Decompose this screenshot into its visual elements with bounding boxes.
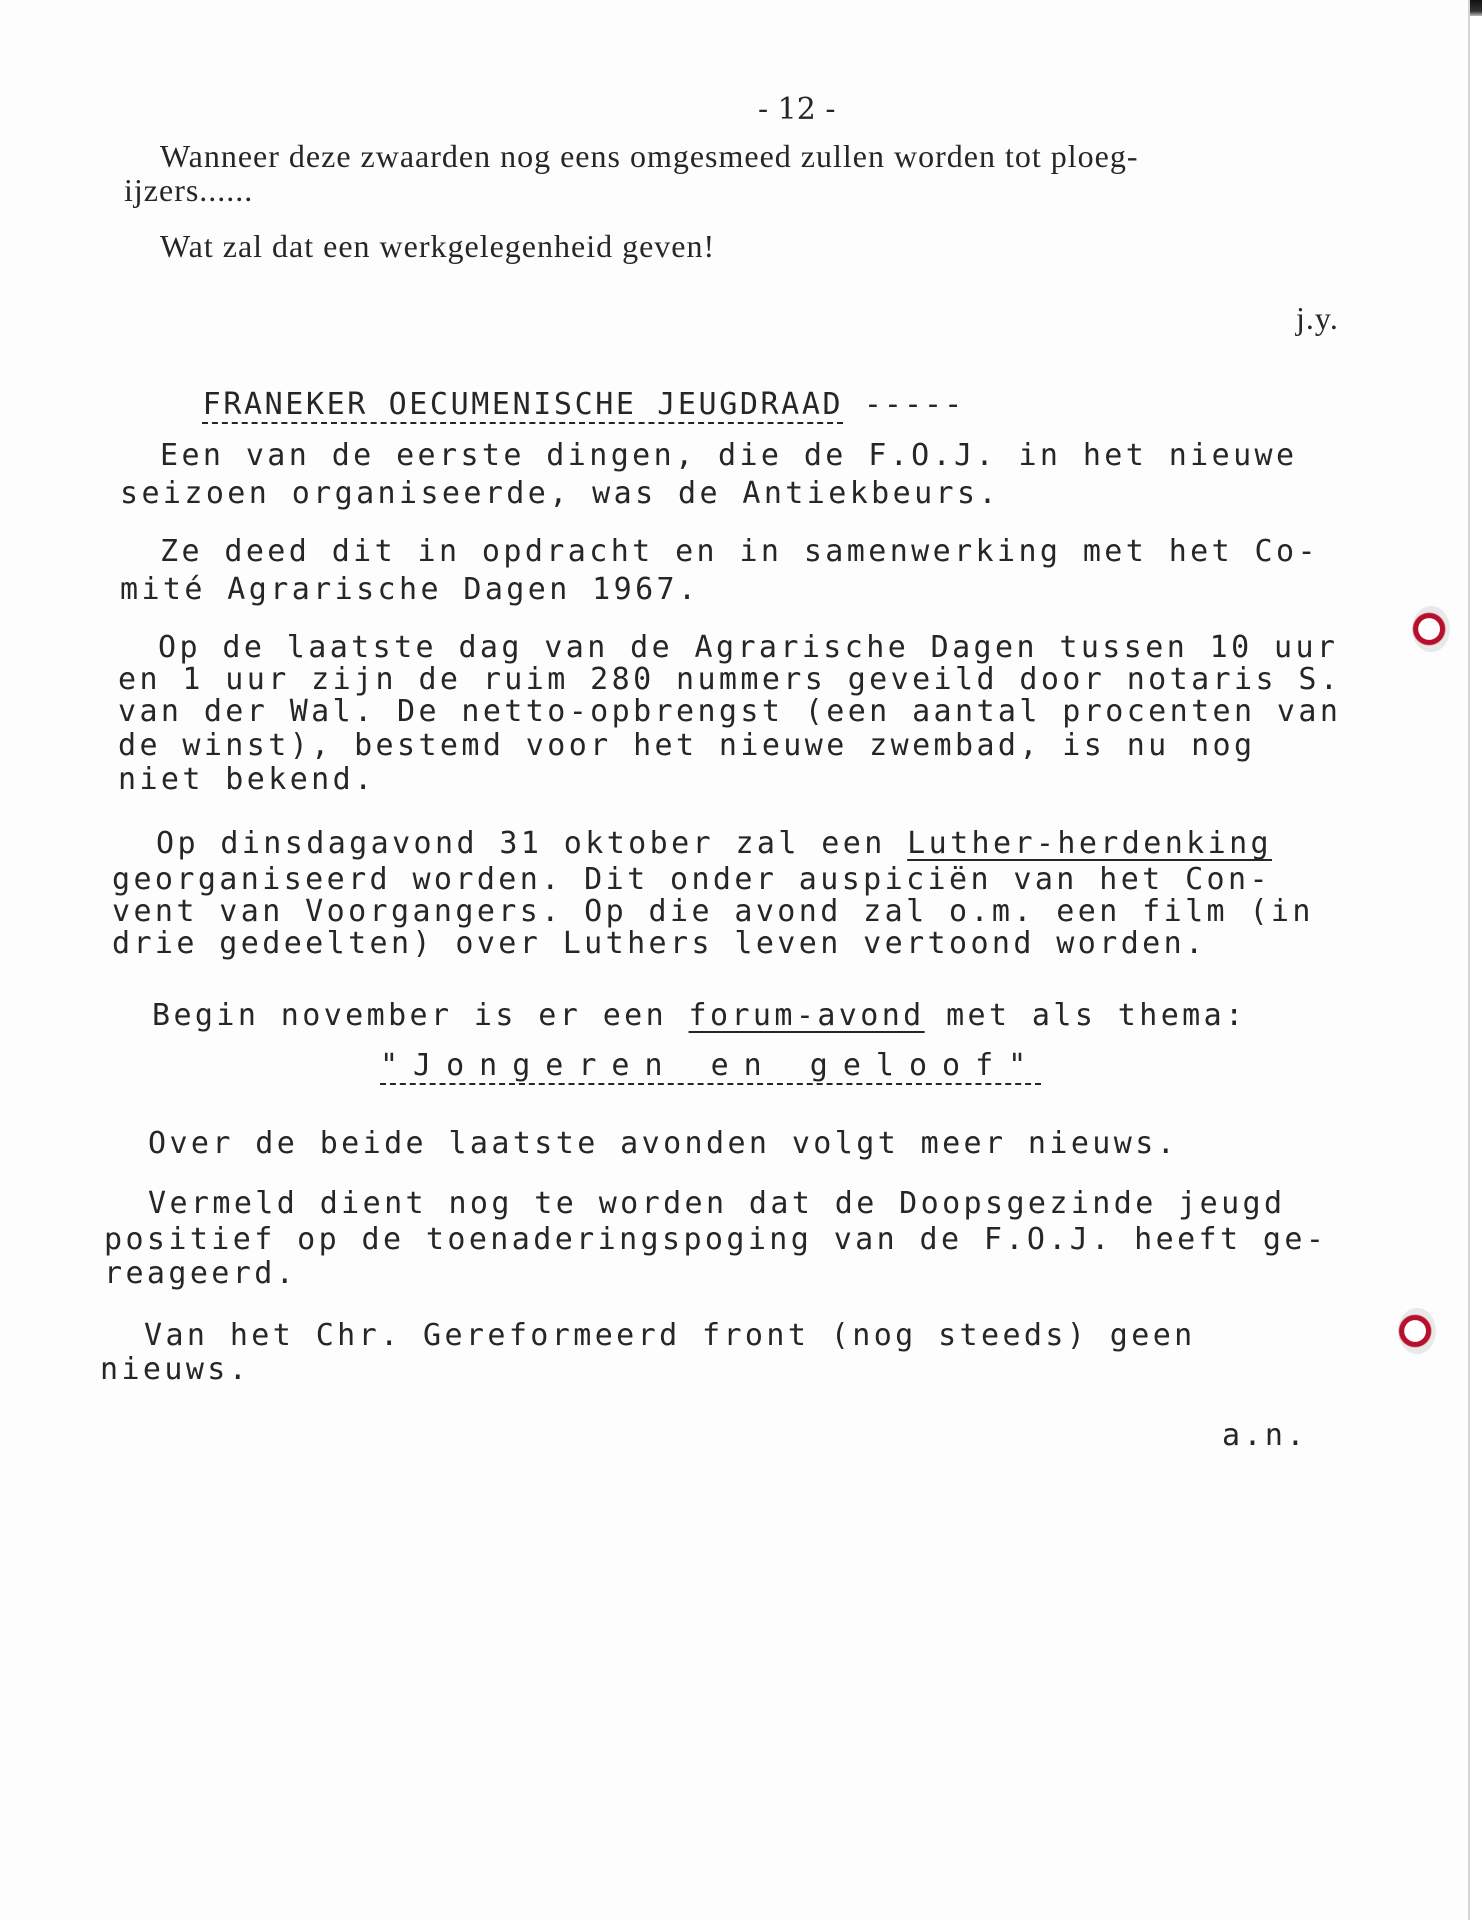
punch-hole-upper	[1412, 606, 1450, 652]
p4-line-3: vent van Voorgangers. Op die avond zal o.m. een film (in	[112, 894, 1314, 929]
p3-line-3: van der Wal. De netto-opbrengst (een aantal procenten van	[118, 694, 1342, 729]
theme-title	[380, 1048, 1041, 1083]
intro-line-2: ijzers......	[124, 172, 254, 208]
p4-line-4: drie gedeelten) over Luthers leven vertoond worden.	[112, 926, 1207, 961]
p3-line-2: en 1 uur zijn de ruim 280 nummers geveild door notaris S.	[118, 662, 1342, 697]
article-signature: a.n.	[1222, 1418, 1308, 1453]
p6-line: Over de beide laatste avonden volgt meer nieuws.	[148, 1126, 1179, 1161]
p4-line-1-text: Op dinsdagavond 31 oktober zal een	[156, 826, 908, 861]
p3-line-5: niet bekend.	[118, 762, 376, 797]
p5-text-post: met als thema:	[924, 998, 1247, 1033]
intro-line-1: Wanneer deze zwaarden nog eens omgesmeed zullen worden tot ploeg-	[160, 138, 1139, 174]
p8-line-1: Van het Chr. Gereformeerd front (nog steeds) geen	[144, 1318, 1196, 1353]
p5-line	[152, 998, 1247, 1033]
p2-line-2: mité Agrarische Dagen 1967.	[120, 572, 700, 607]
p7-line-2: positief op de toenaderingspoging van de F.O.J. heeft ge-	[104, 1222, 1328, 1257]
heading-dashes: -----	[863, 387, 965, 422]
p1-line-2: seizoen organiseerde, was de Antiekbeurs.	[120, 476, 1000, 511]
p8-line-2: nieuws.	[100, 1352, 251, 1387]
p4-line-2: georganiseerd worden. Dit onder auspiciën van het Con-	[112, 862, 1271, 897]
p2-line-1: Ze deed dit in opdracht en in samenwerking met het Co-	[160, 534, 1319, 569]
intro-signature: j.y.	[1296, 300, 1339, 336]
p5-text-pre: Begin november is er een	[152, 998, 689, 1033]
p7-line-3: reageerd.	[104, 1256, 298, 1291]
intro-line-3: Wat zal dat een werkgelegenheid geven!	[160, 228, 716, 264]
p4-line-1	[156, 826, 1272, 861]
p1-line-1: Een van de eerste dingen, die de F.O.J. in het nieuwe	[160, 438, 1298, 473]
page-number: - 12 -	[758, 92, 836, 127]
punch-hole-lower	[1398, 1308, 1436, 1354]
forum-avond-underlined: forum-avond	[688, 998, 925, 1033]
p7-line-1: Vermeld dient nog te worden dat de Doopsgezinde jeugd	[148, 1186, 1286, 1221]
p3-line-1: Op de laatste dag van de Agrarische Dagen tussen 10 uur	[158, 630, 1339, 665]
heading-text: FRANEKER OECUMENISCHE JEUGDRAAD	[202, 387, 844, 422]
p3-line-4: de winst), bestemd voor het nieuwe zwembad, is nu nog	[118, 728, 1256, 763]
luther-herdenking-underlined: Luther-herdenking	[907, 826, 1273, 861]
theme-text: "Jongeren en geloof"	[380, 1048, 1042, 1083]
